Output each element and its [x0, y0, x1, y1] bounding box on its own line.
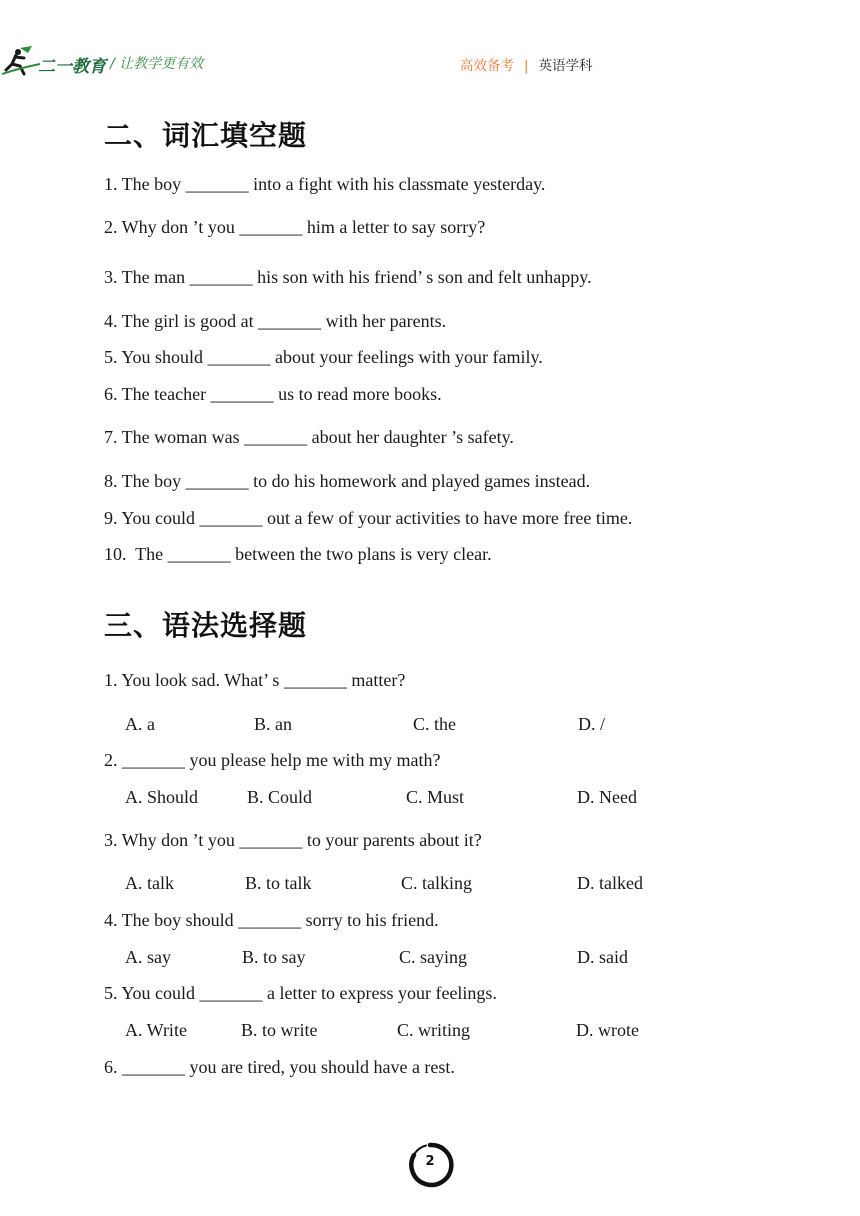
option-b: B. to write [241, 1020, 318, 1040]
option-a: A. Should [125, 787, 199, 807]
option-b: B. to say [242, 947, 306, 967]
option-c: C. Must [406, 787, 465, 807]
vocab-item: 1. The boy _______ into a fight with his classmate yesterday. [104, 174, 546, 194]
option-d: D. wrote [576, 1020, 639, 1040]
option-a: A. Write [125, 1020, 187, 1040]
option-b: B. an [254, 714, 292, 734]
option-d: D. said [577, 947, 628, 967]
vocab-item: 3. The man _______ his son with his friend’ s son and felt unhappy. [104, 267, 592, 287]
brand-name: 二一教育 [38, 57, 106, 77]
grammar-question: 6. _______ you are tired, you should have a rest. [104, 1057, 455, 1077]
grammar-question: 5. You could _______ a letter to express your feelings. [104, 983, 497, 1003]
grammar-question: 2. _______ you please help me with my math? [104, 750, 441, 770]
vocab-item: 6. The teacher _______ us to read more books. [104, 384, 442, 404]
vocab-item: 2. Why don ’t you _______ him a letter to say sorry? [104, 217, 486, 237]
header-right [460, 54, 593, 74]
section-title-grammar: 三、语法选择题 [104, 609, 308, 642]
brand-slogan: / 让教学更有效 [110, 56, 204, 72]
option-c: C. saying [399, 947, 468, 967]
option-b: B. Could [247, 787, 313, 807]
option-c: C. talking [401, 873, 472, 893]
option-a: A. say [125, 947, 171, 967]
vocab-item: 10. The _______ between the two plans is very clear. [104, 544, 492, 564]
grammar-question: 4. The boy should _______ sorry to his friend. [104, 910, 439, 930]
header-separator: | [524, 58, 529, 74]
option-d: D. Need [577, 787, 637, 807]
option-a: A. talk [125, 873, 174, 893]
grammar-question: 1. You look sad. What’ s _______ matter? [104, 670, 406, 690]
vocab-item: 8. The boy _______ to do his homework and played games instead. [104, 471, 591, 491]
option-b: B. to talk [245, 873, 312, 893]
runner-logo-icon [2, 44, 42, 78]
page-number: 2 [425, 1154, 435, 1169]
vocab-item: 9. You could _______ out a few of your activities to have more free time. [104, 508, 633, 528]
option-c: C. writing [397, 1020, 471, 1040]
grammar-question: 3. Why don ’t you _______ to your parents about it? [104, 830, 482, 850]
page-header [0, 0, 860, 90]
section-title-vocabulary: 二、词汇填空题 [104, 119, 308, 152]
option-d: D. talked [577, 873, 643, 893]
option-d: D. / [578, 714, 605, 734]
header-tagline: 高效备考 [460, 58, 514, 74]
vocab-item: 4. The girl is good at _______ with her parents. [104, 311, 447, 331]
vocab-item: 5. You should _______ about your feelings with your family. [104, 347, 543, 367]
header-subject: 英语学科 [538, 58, 593, 74]
option-c: C. the [413, 714, 456, 734]
vocab-item: 7. The woman was _______ about her daughter ’s safety. [104, 427, 514, 447]
option-a: A. a [125, 714, 155, 734]
